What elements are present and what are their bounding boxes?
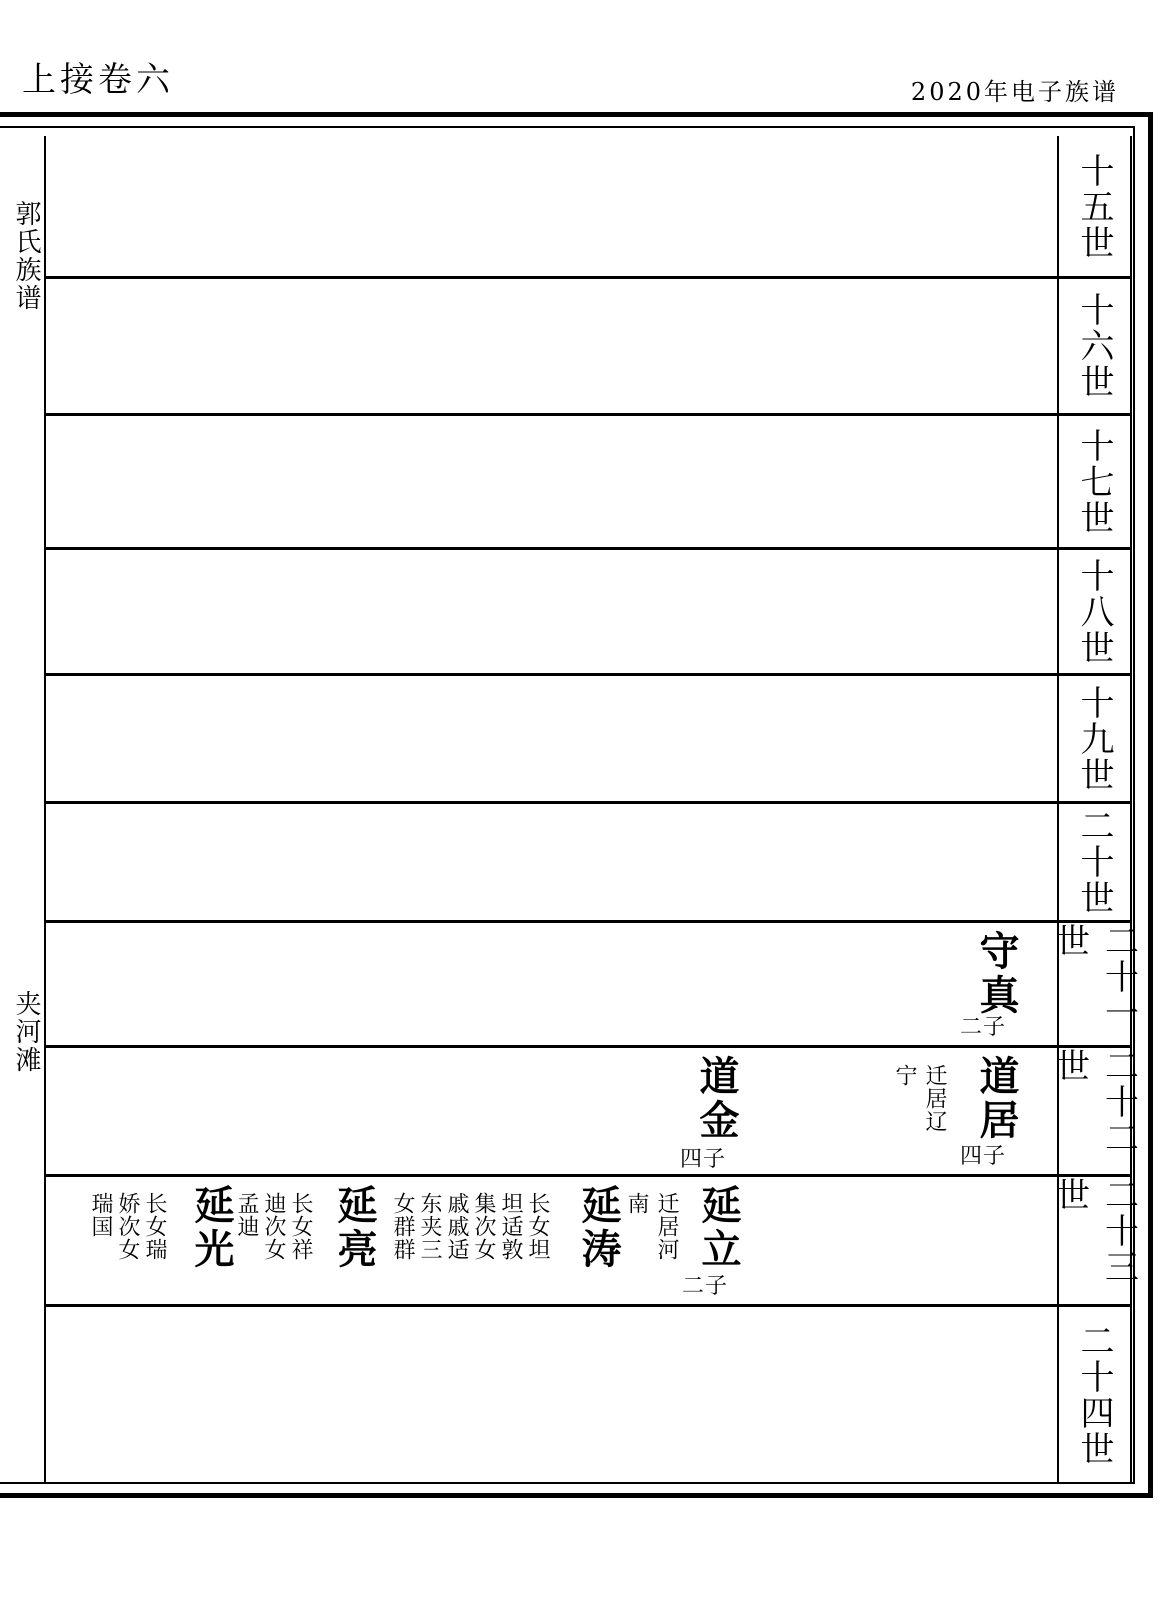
child-note: 戚戚适 xyxy=(444,1192,469,1261)
person-name-yanliang: 延亮 xyxy=(331,1184,378,1272)
generation-label: 十六世 xyxy=(1074,292,1114,400)
person-name-yanguang: 延光 xyxy=(188,1184,235,1272)
children-count-note: 二子 xyxy=(960,1015,1007,1040)
generation-label: 十七世 xyxy=(1074,427,1114,536)
person-name-yanli: 延立 xyxy=(695,1184,742,1272)
child-note: 娇次女 xyxy=(115,1192,140,1261)
generation-label: 十九世 xyxy=(1074,684,1114,793)
child-note: 女群群 xyxy=(390,1192,415,1261)
row-divider xyxy=(44,1304,1132,1307)
child-note: 迪次女 xyxy=(261,1192,286,1261)
migration-note: 南 xyxy=(624,1192,649,1215)
child-note: 孟迪 xyxy=(234,1192,259,1238)
row-divider xyxy=(44,276,1132,279)
migration-note: 迁居河 xyxy=(654,1192,679,1261)
children-count-note: 四子 xyxy=(680,1147,727,1172)
person-name-yantao: 延涛 xyxy=(575,1184,622,1272)
child-note: 长女瑞 xyxy=(142,1192,167,1261)
generation-label: 十八世 xyxy=(1074,557,1114,666)
child-note: 长女祥 xyxy=(288,1192,313,1261)
child-note: 坦适敦 xyxy=(498,1192,523,1261)
row-divider xyxy=(44,673,1132,676)
migration-note: 宁 xyxy=(892,1064,917,1087)
generation-label: 二十一世 xyxy=(1049,923,1139,1031)
row-divider xyxy=(44,547,1132,550)
child-note: 集次女 xyxy=(471,1192,496,1261)
generation-label: 十五世 xyxy=(1074,153,1114,261)
generation-label: 二十四世 xyxy=(1074,1322,1114,1467)
row-divider xyxy=(44,1174,1132,1177)
person-name-daojin: 道金 xyxy=(693,1055,740,1143)
generation-label: 二十三世 xyxy=(1049,1177,1139,1285)
children-count-note: 二子 xyxy=(682,1274,729,1299)
spine-clan-title: 郭氏族谱 xyxy=(11,200,41,312)
row-divider xyxy=(44,801,1132,804)
children-count-note: 四子 xyxy=(960,1144,1007,1169)
page-frame-inner xyxy=(0,126,1139,1484)
continued-from-label: 上接卷六 xyxy=(22,60,174,100)
row-divider xyxy=(44,413,1132,416)
generation-label: 二十二世 xyxy=(1049,1048,1139,1156)
child-note: 瑞国 xyxy=(88,1192,113,1238)
child-note: 东夹三 xyxy=(417,1192,442,1261)
spine-divider xyxy=(44,136,46,1482)
person-name-shouzhen: 守真 xyxy=(973,930,1020,1018)
migration-note: 迁居辽 xyxy=(922,1064,947,1133)
document-title: 2020年电子族谱 xyxy=(910,78,1119,106)
row-divider xyxy=(44,1045,1132,1048)
row-divider xyxy=(44,920,1132,923)
child-note: 长女坦 xyxy=(525,1192,550,1261)
generation-label: 二十世 xyxy=(1074,808,1114,916)
person-name-daoju: 道居 xyxy=(973,1055,1020,1143)
spine-branch-name: 夹河滩 xyxy=(11,990,41,1074)
